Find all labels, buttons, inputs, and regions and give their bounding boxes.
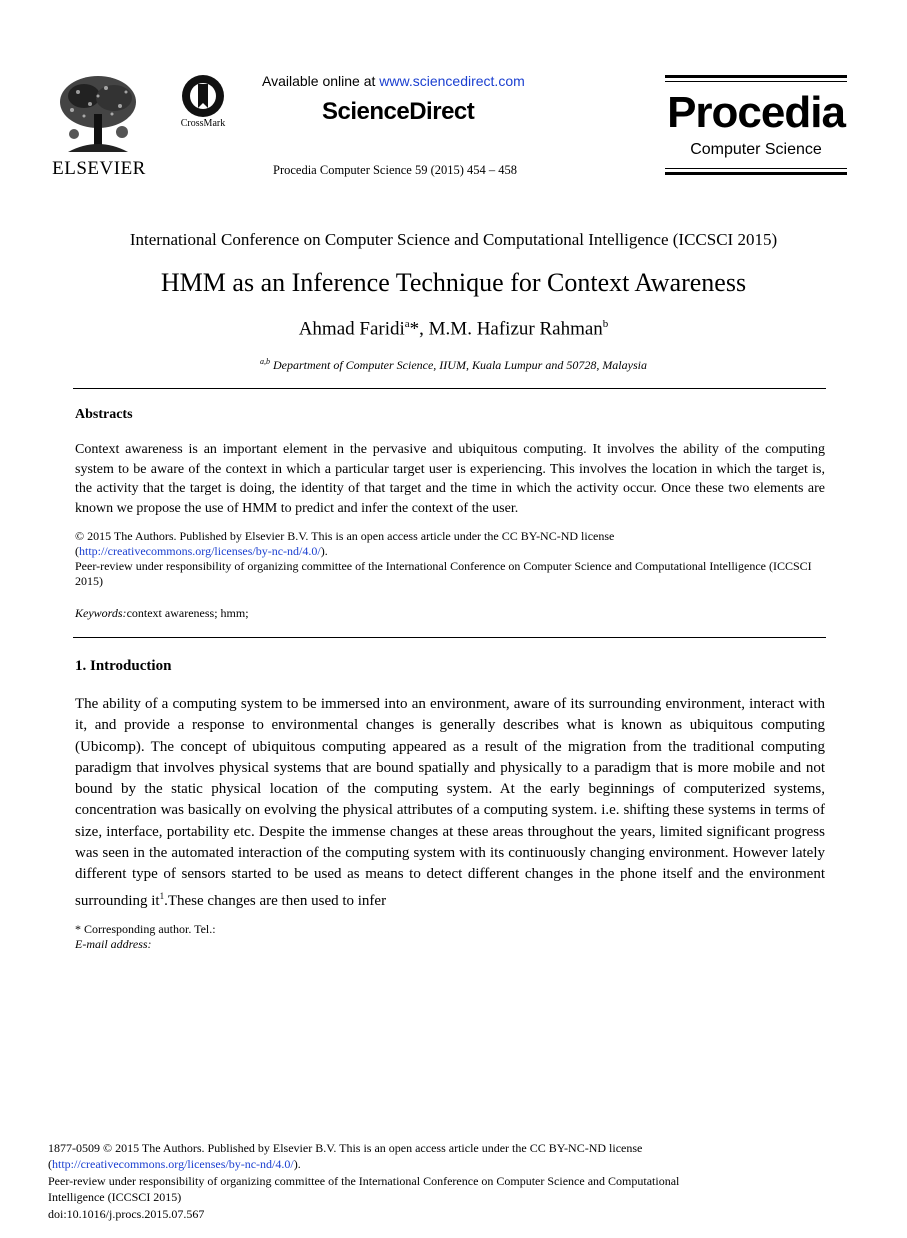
journal-citation: Procedia Computer Science 59 (2015) 454 – 458 [273,163,518,177]
introduction-heading: 1. Introduction [75,658,172,674]
corresponding-mark: * [409,318,420,340]
sciencedirect-link[interactable]: www.sciencedirect.com [379,73,525,89]
footer-license: 1877-0509 © 2015 The Authors. Published by Elsevier B.V. This is an open access article under the CC BY-NC-ND license [48,1141,643,1155]
footer-license-url: (http://creativecommons.org/licenses/by-nc-nd/4.0/). [48,1157,301,1172]
author-separator: , [419,318,429,340]
available-prefix: Available online at [262,73,380,89]
keywords-label: Keywords: [75,606,127,620]
author-name: M.M. Hafizur Rahman [428,318,603,340]
divider-bottom [73,637,826,638]
copyright-line: © 2015 The Authors. Published by Elsevier B.V. This is an open access article under the CC BY-NC-ND license [75,529,615,543]
page-footer [48,1140,798,1222]
procedia-bottom-rule [665,172,847,175]
affiliation-text: Department of Computer Science, IIUM, Kuala Lumpur and 50728, Malaysia [273,358,647,372]
footer-license-link[interactable]: http://creativecommons.org/licenses/by-nc-nd/4.0/ [52,1157,294,1172]
platform-name: ScienceDirect [322,98,475,125]
author-list [0,318,907,340]
elsevier-logo [52,74,146,180]
reference-mark: 1 [159,890,165,901]
procedia-top-rule-thin [665,81,847,82]
author-affil-sup: b [602,318,609,330]
crossmark-logo[interactable] [172,74,236,134]
procedia-name: Procedia [667,88,845,137]
introduction-text [75,694,825,912]
available-online [262,73,525,89]
crossmark-label: CrossMark [180,118,226,129]
conference-name: International Conference on Computer Science and Computational Intelligence (ICCSCI 2015) [129,230,778,249]
procedia-top-rule [665,75,847,78]
license-link[interactable]: http://creativecommons.org/licenses/by-nc-nd/4.0/ [79,544,321,558]
footnote [75,922,216,952]
affiliation [0,357,907,373]
procedia-subtitle: Computer Science [690,141,822,158]
elsevier-tree-icon [54,74,142,154]
procedia-logo [665,75,847,175]
peer-review-line: Peer-review under responsibility of organizing committee of the International Conference on Computer Science and Computational Intelligence (ICCSCI 2015) [75,559,812,588]
abstract-text: Context awareness is an important element in the pervasive and ubiquitous computing. It involves the ability of the computing system to be aware of the context in which a particular target user is experiencing. This involves the location in which the target is, the activity that the target is doing, the identity of that target and the time in which the activity occur. Once these two elements are known we propose the use of HMM to predict and infer the context of the user. [75,442,825,516]
keywords [75,606,825,621]
author-name: Ahmad Faridi [298,318,405,340]
abstract-copyright [75,529,825,589]
footer-peer-review: Peer-review under responsibility of organizing committee of the International Conference on Computer Science and Computational Intelligence (ICCSCI 2015) [48,1173,680,1205]
email-label: E-mail address: [75,937,152,951]
introduction-continued: .These changes are then used to infer [164,892,387,909]
procedia-bottom-rule-thin [665,168,847,169]
corresponding-author: * Corresponding author. Tel.: [75,922,216,936]
introduction-body: The ability of a computing system to be immersed into an environment, aware of its surrounding environment, interact with it, and provide a response to environmental changes is generally describes what is known as ubiquitous computing (Ubicomp). The concept of ubiquitous computing appeared as a result of the migration from the traditional computing paradigm that involves physical systems that are bound spatially and physically to a paradigm that is more mobile and not bound by the static physical location of the computing system. At the early beginnings of computerized systems, concentration was basically on evolving the physical attributes of a computing system. i.e. shifting these systems in terms of size, interface, portability etc. Despite the immense changes at these areas throughout the years, limited significant progress was seen in the automated interaction of the computing system with its continuously changing environment. However lately different type of sensors started to be used as means to detect different changes in the phone itself and the environment surrounding it [75,696,825,909]
crossmark-icon [172,74,234,118]
paper-title: HMM as an Inference Technique for Context Awareness [160,268,747,297]
divider-top [73,388,826,389]
publisher-name: ELSEVIER [52,158,146,179]
keywords-text: context awareness; hmm; [126,606,249,620]
abstract-heading: Abstracts [75,407,133,422]
affiliation-sup: a,b [260,357,271,366]
footer-doi: doi:10.1016/j.procs.2015.07.567 [48,1206,205,1221]
license-line: (http://creativecommons.org/licenses/by-nc-nd/4.0/). [75,544,328,558]
author-affil-sup: a [404,318,410,330]
